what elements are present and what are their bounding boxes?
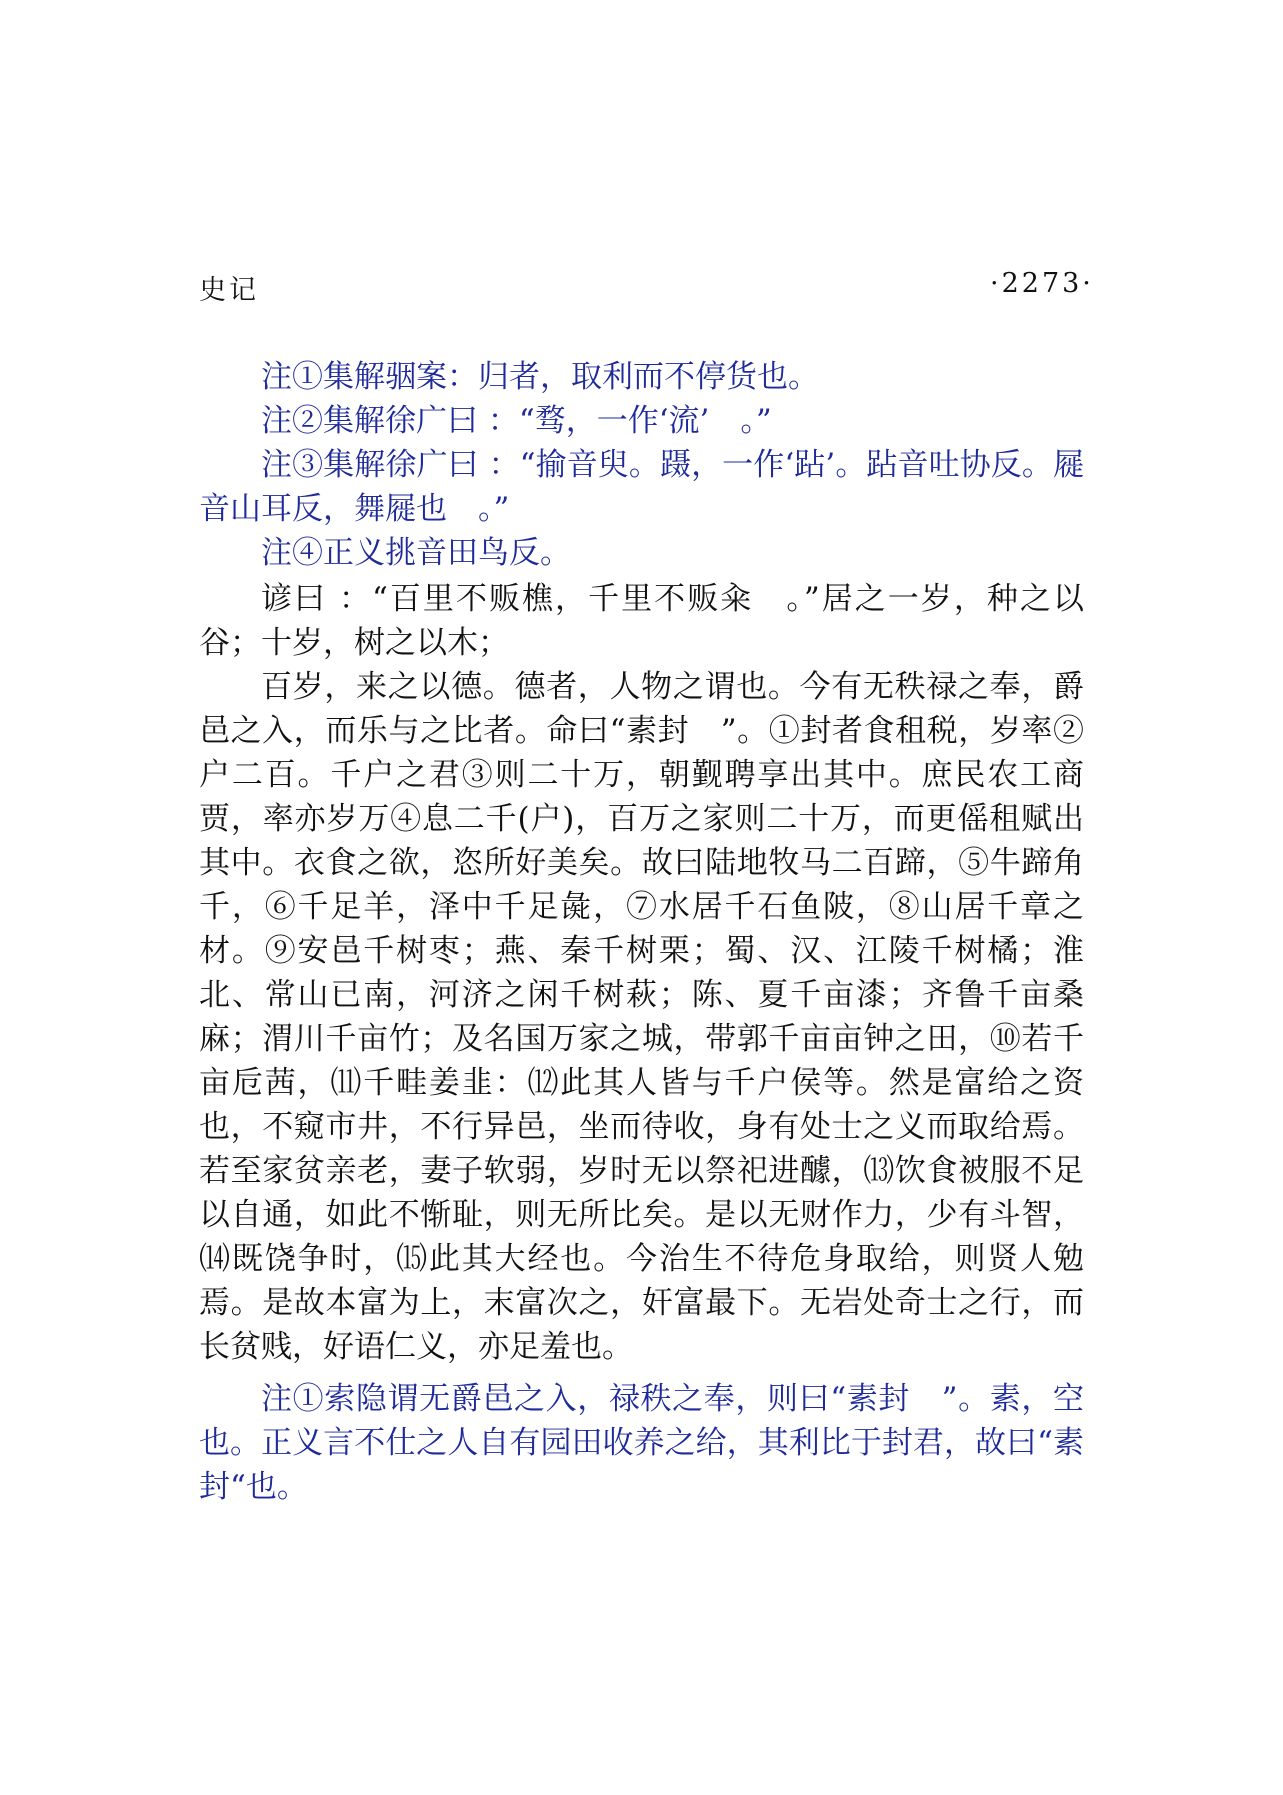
- main-text-block: [199, 577, 1084, 1369]
- page-number: ·2273·: [990, 268, 1094, 299]
- annotation-block-top: [199, 355, 1084, 575]
- annotation-note: 注①索隐谓无爵邑之入，禄秩之奉，则曰“素封 ”。素，空也。正义言不仕之人自有园田收养之给，其利比于封君，故曰“素封“也。: [199, 1381, 1084, 1505]
- main-paragraph: 谚曰 ：“百里不贩樵，千里不贩籴 。”居之一岁，种之以谷；十岁，树之以木；: [199, 581, 1084, 661]
- book-title: 史记: [199, 275, 259, 306]
- annotation-note: 注①集解骃案：归者，取利而不停货也。: [261, 359, 819, 395]
- annotation-note: 注③集解徐广曰 ：“揄音臾。蹑，一作‘跕’。跕音吐协反。屣音山耳反，舞屣也 。”: [199, 447, 1084, 527]
- annotation-note: 注②集解徐广曰 ：“骛，一作‘流’ 。”: [261, 403, 772, 439]
- annotation-block-bottom: [199, 1377, 1084, 1509]
- annotation-note: 注④正义挑音田鸟反。: [261, 535, 571, 571]
- main-paragraph: 百岁，来之以德。德者，人物之谓也。今有无秩禄之奉，爵邑之入，而乐与之比者。命曰“素封 ”。①封者食租税，岁率②户二百。千户之君③则二十万，朝觐聘享出其中。庶民农工商贾，率亦岁万④息二千(户)，百万之家则二十万，而更傜租赋出其中。衣食之欲，恣所好美矣。故曰陆地牧马二百蹄，⑤牛蹄角千，⑥千足羊，泽中千足彘，⑦水居千石鱼陂，⑧山居千章之材。⑨安邑千树枣；燕、秦千树栗；蜀、汉、江陵千树橘；淮北、常山已南，河济之闲千树萩；陈、夏千亩漆；齐鲁千亩桑麻；渭川千亩竹；及名国万家之城，带郭千亩亩钟之田，⑩若千亩卮茜，⑾千畦姜韭：⑿此其人皆与千户侯等。然是富给之资也，不窥市井，不行异邑，坐而待收，身有处士之义而取给焉。若至家贫亲老，妻子软弱，岁时无以祭祀进醵，⒀饮食被服不足以自通，如此不惭耻，则无所比矣。是以无财作力，少有斗智，⒁既饶争时，⒂此其大经也。今治生不待危身取给，则贤人勉焉。是故本富为上，末富次之，奸富最下。无岩处奇士之行，而长贫贱，好语仁义，亦足羞也。: [199, 669, 1084, 1365]
